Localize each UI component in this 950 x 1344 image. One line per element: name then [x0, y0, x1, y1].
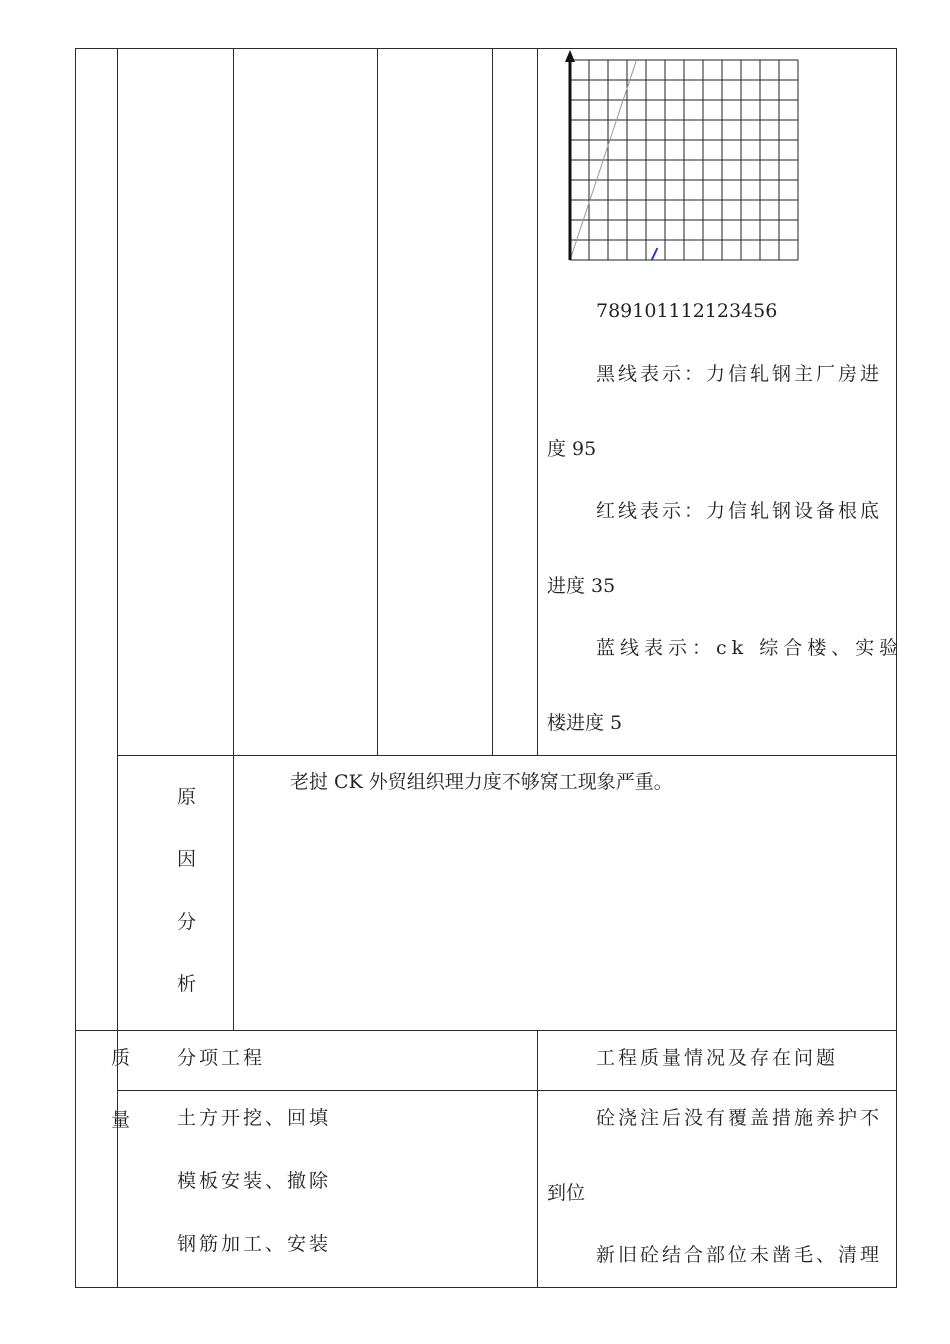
column-divider-3 [377, 48, 378, 756]
blue-line-legend-cont: 楼进度 5 [547, 712, 623, 734]
red-line-legend-cont: 进度 35 [547, 575, 616, 597]
quality-item-3: 钢筋加工、安装 [177, 1233, 332, 1255]
quality-header-issue: 工程质量情况及存在问题 [596, 1047, 839, 1069]
chart-grid [570, 60, 798, 260]
table-right-border [896, 48, 897, 1288]
red-line-legend: 红线表示：力信轧钢设备根底 [596, 500, 883, 522]
quality-issue-1-cont: 到位 [547, 1182, 586, 1204]
y-axis-arrow-icon [565, 50, 575, 62]
cause-label-char-1: 原 [177, 786, 197, 808]
cause-row-bottom-border [75, 1030, 897, 1031]
quality-column-divider [537, 1030, 538, 1288]
quality-header-item: 分项工程 [177, 1047, 266, 1069]
cause-label-char-3: 分 [177, 911, 197, 933]
quality-item-1: 土方开挖、回填 [177, 1107, 332, 1129]
column-divider-5 [537, 48, 538, 756]
quality-issue-1: 砼浇注后没有覆盖措施养护不 [596, 1107, 883, 1129]
axis-numbers: 789101112123456 [596, 300, 778, 322]
quality-label-char-1: 质 [111, 1047, 131, 1069]
blue-line-legend: 蓝线表示：ck 综合楼、实验 [596, 637, 904, 659]
progress-chart [560, 48, 810, 266]
quality-label-char-2: 量 [111, 1109, 131, 1131]
column-divider-4 [492, 48, 493, 756]
quality-header-bottom-border [117, 1090, 897, 1091]
series-line-2 [652, 248, 658, 260]
quality-item-2: 模板安装、撤除 [177, 1170, 332, 1192]
progress-row-bottom-border [117, 755, 897, 756]
table-left-border [75, 48, 76, 1288]
black-line-legend: 黑线表示：力信轧钢主厂房进 [596, 363, 883, 385]
column-divider-2 [233, 48, 234, 1031]
quality-issue-2: 新旧砼结合部位未凿毛、清理 [596, 1244, 883, 1266]
cause-label-char-2: 因 [177, 848, 197, 870]
black-line-legend-cont: 度 95 [547, 438, 597, 460]
cause-text: 老挝 CK 外贸组织理力度不够窝工现象严重。 [290, 771, 673, 793]
cause-label-char-4: 析 [177, 973, 197, 995]
column-divider-1 [117, 48, 118, 1288]
table-bottom-border [75, 1287, 897, 1288]
